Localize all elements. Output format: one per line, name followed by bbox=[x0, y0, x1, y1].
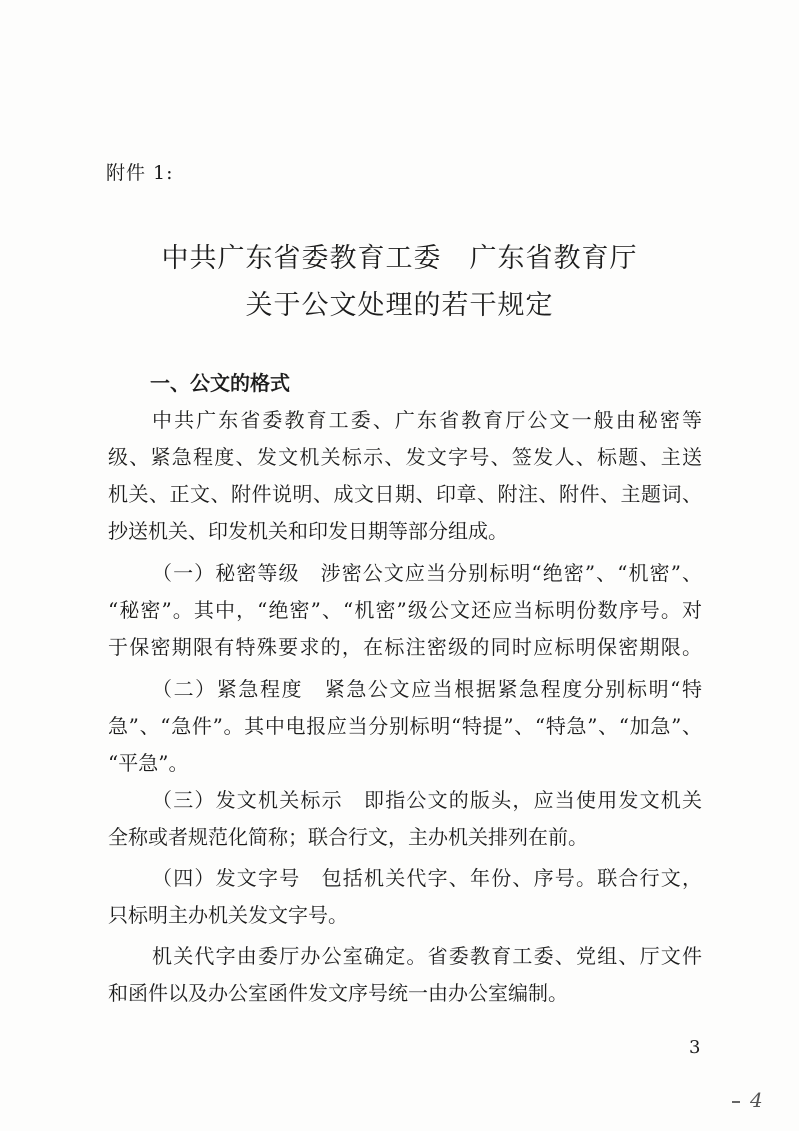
paragraph-line: 中共广东省委教育工委、广东省教育厅公文一般由秘密等 bbox=[152, 408, 702, 432]
paragraph-line: 急”、“急件”。其中电报应当分别标明“特提”、“特急”、“加急”、 bbox=[108, 714, 702, 738]
paragraph-line: （四）发文字号 包括机关代字、年份、序号。联合行文， bbox=[152, 866, 702, 890]
paragraph-line: “秘密”。其中，“绝密”、“机密”级公文还应当标明份数序号。对 bbox=[108, 598, 702, 622]
paragraph-line: 和函件以及办公室函件发文序号统一由办公室编制。 bbox=[108, 981, 568, 1005]
attachment-label: 附件 1: bbox=[106, 162, 174, 184]
section-heading: 一、公文的格式 bbox=[150, 371, 290, 395]
handwritten-page-number: 4 bbox=[750, 1088, 763, 1112]
paragraph-line: 机关、正文、附件说明、成文日期、印章、附注、附件、主题词、 bbox=[108, 482, 702, 506]
paragraph-line: （二）紧急程度 紧急公文应当根据紧急程度分别标明“特 bbox=[152, 677, 702, 701]
paragraph-line: “平急”。 bbox=[108, 751, 189, 775]
paragraph-line: （一）秘密等级 涉密公文应当分别标明“绝密”、“机密”、 bbox=[152, 561, 702, 585]
paragraph-line: 全称或者规范化简称；联合行文，主办机关排列在前。 bbox=[108, 825, 588, 849]
paragraph-line: 级、紧急程度、发文机关标示、发文字号、签发人、标题、主送 bbox=[108, 445, 702, 469]
document-title-line-1: 中共广东省委教育工委 广东省教育厅 bbox=[161, 243, 638, 274]
handwritten-page-mark bbox=[732, 1088, 763, 1112]
paragraph-line: 于保密期限有特殊要求的，在标注密级的同时应标明保密期限。 bbox=[108, 635, 702, 659]
dash-mark bbox=[732, 1101, 740, 1103]
paragraph-line: 只标明主办机关发文字号。 bbox=[108, 903, 348, 927]
paragraph-line: 抄送机关、印发机关和印发日期等部分组成。 bbox=[108, 519, 508, 543]
paragraph-line: 机关代字由委厅办公室确定。省委教育工委、党组、厅文件 bbox=[152, 944, 702, 968]
document-title-line-2: 关于公文处理的若干规定 bbox=[245, 290, 554, 321]
page-number: 3 bbox=[689, 1037, 701, 1058]
paragraph-line: （三）发文机关标示 即指公文的版头，应当使用发文机关 bbox=[152, 788, 702, 812]
